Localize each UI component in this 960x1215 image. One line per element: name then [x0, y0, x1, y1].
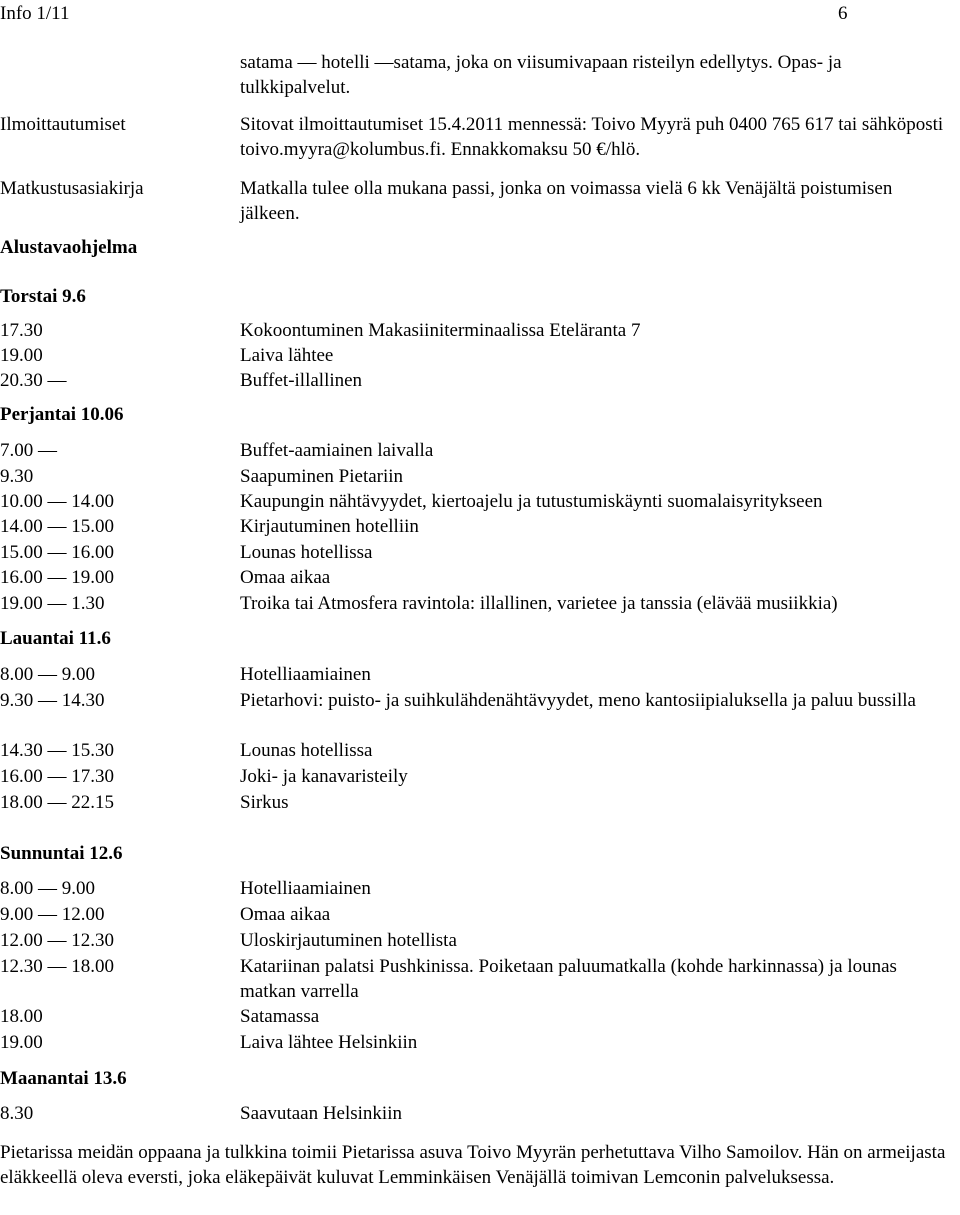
- schedule-time: 12.00 — 12.30: [0, 930, 114, 951]
- day-title: Maanantai 13.6: [0, 1068, 127, 1089]
- schedule-activity: Troika tai Atmosfera ravintola: illallinen, varietee ja tanssia (elävää musiikkia): [240, 593, 838, 614]
- schedule-time: 17.30: [0, 320, 43, 341]
- schedule-time: 19.00 — 1.30: [0, 593, 105, 614]
- footer-paragraph: Pietarissa meidän oppaana ja tulkkina toimii Pietarissa asuva Toivo Myyrän perhetuttava Vilho Samoilov. Hän on armeijasta eläkkeellä oleva eversti, joka eläkepäivät kuluvat Lemminkäisen Venäjällä toimivan Lemconin palveluksessa.: [0, 1142, 946, 1188]
- schedule-time: 8.00 — 9.00: [0, 878, 95, 899]
- schedule-time: 16.00 — 17.30: [0, 766, 114, 787]
- schedule-activity: Katariinan palatsi Pushkinissa. Poiketaan paluumatkalla (kohde harkinnassa) ja lounas matkan varrella: [240, 956, 897, 1002]
- schedule-activity: Omaa aikaa: [240, 904, 331, 925]
- schedule-activity: Uloskirjautuminen hotellista: [240, 930, 457, 951]
- schedule-activity: Saapuminen Pietariin: [240, 466, 404, 487]
- schedule-activity: Lounas hotellissa: [240, 542, 373, 563]
- day-title: Sunnuntai 12.6: [0, 843, 123, 864]
- schedule-time: 8.00 — 9.00: [0, 664, 95, 685]
- schedule-activity: Satamassa: [240, 1006, 320, 1027]
- registration-text: Sitovat ilmoittautumiset 15.4.2011 mennessä: Toivo Myyrä puh 0400 765 617 tai sähköposti toivo.myyra@kolumbus.fi. Ennakkomaksu 50 €/hlö.: [240, 114, 944, 160]
- schedule-activity: Pietarhovi: puisto- ja suihkulähdenähtävyydet, meno kantosiipialuksella ja paluu bussilla: [240, 690, 916, 711]
- schedule-time: 19.00: [0, 345, 43, 366]
- schedule-time: 10.00 — 14.00: [0, 491, 114, 512]
- schedule-time: 18.00: [0, 1006, 43, 1027]
- page-number: 6: [838, 3, 848, 24]
- schedule-activity: Laiva lähtee Helsinkiin: [240, 1032, 418, 1053]
- schedule-activity: Lounas hotellissa: [240, 740, 373, 761]
- schedule-activity: Omaa aikaa: [240, 567, 331, 588]
- schedule-time: 14.30 — 15.30: [0, 740, 114, 761]
- day-title: Perjantai 10.06: [0, 404, 124, 425]
- page-header-left: Info 1/11: [0, 3, 70, 24]
- schedule-time: 15.00 — 16.00: [0, 542, 114, 563]
- schedule-activity: Hotelliaamiainen: [240, 664, 371, 685]
- schedule-activity: Joki- ja kanavaristeily: [240, 766, 408, 787]
- day-title: Lauantai 11.6: [0, 628, 111, 649]
- registration-label: Ilmoittautumiset: [0, 114, 126, 135]
- schedule-time: 9.30 — 14.30: [0, 690, 105, 711]
- day-title: Torstai 9.6: [0, 286, 86, 307]
- schedule-time: 8.30: [0, 1103, 34, 1124]
- schedule-activity: Buffet-aamiainen laivalla: [240, 440, 434, 461]
- schedule-time: 7.00 —: [0, 440, 57, 461]
- schedule-activity: Sirkus: [240, 792, 289, 813]
- schedule-time: 19.00: [0, 1032, 43, 1053]
- program-heading: Alustavaohjelma: [0, 237, 138, 258]
- schedule-time: 20.30 —: [0, 370, 67, 391]
- schedule-time: 18.00 — 22.15: [0, 792, 114, 813]
- schedule-time: 12.30 — 18.00: [0, 956, 114, 977]
- schedule-activity: Buffet-illallinen: [240, 370, 363, 391]
- intro-continuation-text: satama — hotelli —satama, joka on viisumivapaan risteilyn edellytys. Opas- ja tulkkipalvelut.: [240, 52, 842, 98]
- travel-document-text: Matkalla tulee olla mukana passi, jonka on voimassa vielä 6 kk Venäjältä poistumisen jälkeen.: [240, 178, 893, 224]
- schedule-activity: Hotelliaamiainen: [240, 878, 371, 899]
- schedule-activity: Laiva lähtee: [240, 345, 334, 366]
- schedule-activity: Kirjautuminen hotelliin: [240, 516, 419, 537]
- schedule-activity: Saavutaan Helsinkiin: [240, 1103, 402, 1124]
- travel-document-label: Matkustusasiakirja: [0, 178, 144, 199]
- schedule-activity: Kaupungin nähtävyydet, kiertoajelu ja tutustumiskäynti suomalaisyritykseen: [240, 491, 823, 512]
- schedule-activity: Kokoontuminen Makasiiniterminaalissa Eteläranta 7: [240, 320, 641, 341]
- schedule-time: 16.00 — 19.00: [0, 567, 114, 588]
- schedule-time: 9.30: [0, 466, 34, 487]
- schedule-time: 14.00 — 15.00: [0, 516, 114, 537]
- schedule-time: 9.00 — 12.00: [0, 904, 105, 925]
